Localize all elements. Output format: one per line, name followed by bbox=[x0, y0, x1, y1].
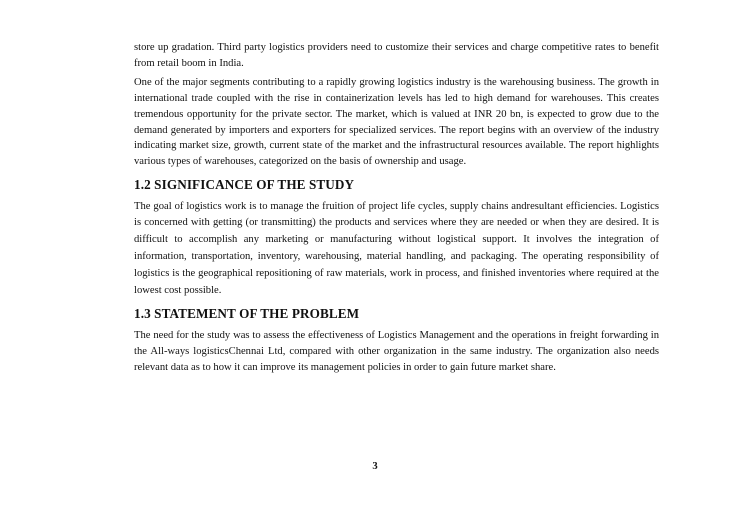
intro-continuation-paragraph: store up gradation. Third party logistics providers need to customize their services and charge competitive rates to benefit from retail boom in India. bbox=[134, 42, 659, 69]
significance-paragraph: The goal of logistics work is to manage the fruition of project life cycles, supply chains andresultant efficiencies. Logistics is concerned with getting (or transmitting) the products and services where they are needed or when they are desired. It is difficult to accomplish any marketing or manufacturing without logistical support. It involves the integration of information, transportation, inventory, warehousing, material handling, and packaging. The operating responsibility of logistics is the geographical repositioning of raw materials, work in process, and finished inventories where required at the lowest cost possible. bbox=[134, 200, 659, 296]
significance-heading: 1.2 SIGNIFICANCE OF THE STUDY bbox=[134, 176, 355, 192]
page-number: 3 bbox=[372, 461, 378, 472]
document-page bbox=[134, 40, 659, 376]
problem-statement-heading: 1.3 STATEMENT OF THE PROBLEM bbox=[134, 306, 360, 322]
warehousing-paragraph: One of the major segments contributing to a rapidly growing logistics industry is the warehousing business. The growth in international trade coupled with the rise in containerization levels has led to high demand for warehouses. This creates tremendous opportunity for the private sector. The market, which is valued at INR 20 bn, is expected to grow due to the demand generated by importers and exporters for specialized services. The report begins with an overview of the industry indicating market size, growth, current state of the market and the infrastructural resources available. The report highlights various types of warehouses, categorized on the basis of ownership and usage. bbox=[134, 77, 659, 167]
problem-statement-paragraph: The need for the study was to assess the effectiveness of Logistics Management and the operations in freight forwarding in the All-ways logisticsChennai Ltd, compared with other organization in the same industry. The organization also needs relevant data as to how it can improve its management policies in order to gain future market share. bbox=[134, 330, 659, 373]
